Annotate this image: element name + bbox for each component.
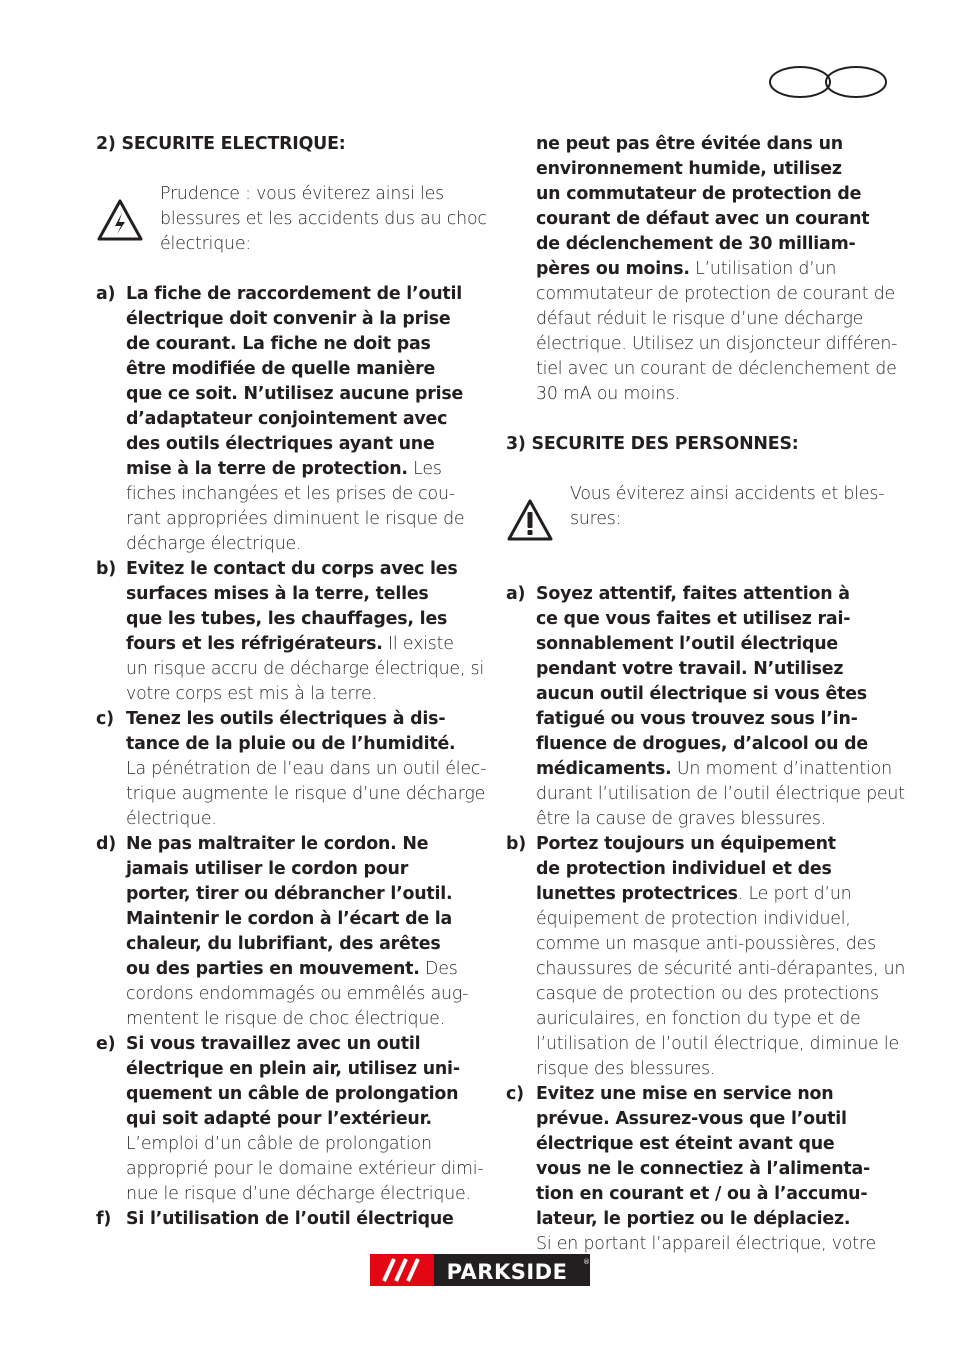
- warning-line: électrique:: [160, 234, 252, 254]
- bold-text: environnement humide, utilisez: [536, 159, 842, 179]
- rule-item: [96, 707, 487, 832]
- plain-text: votre corps est mis à la terre.: [126, 684, 377, 704]
- bold-text: de protection individuel et des: [536, 859, 832, 879]
- text-line: [126, 507, 482, 532]
- warning-line: sures:: [570, 509, 622, 529]
- bold-text: porter, tirer ou débrancher l’outil.: [126, 884, 453, 904]
- text-line: [536, 1032, 900, 1057]
- text-line: [126, 782, 486, 807]
- rule-item: [506, 582, 905, 832]
- plain-text: trique augmente le risque d’une décharge: [126, 784, 486, 804]
- bold-text: Soyez attentif, faites attention à: [536, 584, 850, 604]
- text-line: [506, 582, 892, 607]
- text-line: [536, 232, 892, 257]
- text-line: [96, 707, 482, 732]
- text-line: [96, 557, 482, 582]
- text-line: [126, 982, 482, 1007]
- bold-text: tance de la pluie ou de l’humidité.: [126, 734, 456, 754]
- warning-line: blessures et les accidents dus au choc: [160, 209, 487, 229]
- text-line: [126, 607, 482, 632]
- text-line: [536, 882, 892, 907]
- section-heading-personal: 3) SECURITE DES PERSONNES:: [506, 434, 799, 454]
- bold-text: courant de défaut avec un courant: [536, 209, 870, 229]
- bold-text: que les tubes, les chauffages, les: [126, 609, 448, 629]
- parkside-logo: [370, 1254, 590, 1286]
- rule-f-continuation: [506, 132, 898, 407]
- rule-item: [506, 832, 906, 1082]
- bold-text: électrique est éteint avant que: [536, 1134, 835, 1154]
- right-column: [506, 132, 906, 1257]
- text-line: [536, 382, 892, 407]
- text-line: [126, 382, 482, 407]
- bold-text: pendant votre travail. N’utilisez: [536, 659, 844, 679]
- rule-label: c): [506, 1084, 524, 1104]
- bold-text: de déclenchement de 30 milliam-: [536, 234, 856, 254]
- page-ovals: [768, 66, 892, 100]
- personal-warning-text: [570, 482, 892, 532]
- rule-item: [96, 1207, 482, 1232]
- plain-text: rant appropriées diminuent le risque de: [126, 509, 465, 529]
- bold-text: être modifiée de quelle manière: [126, 359, 436, 379]
- rule-item: [96, 282, 482, 557]
- text-line: [126, 932, 482, 957]
- plain-text: Un moment d’inattention: [671, 759, 892, 779]
- bold-text: lateur, le portiez ou le déplaciez.: [536, 1209, 851, 1229]
- electrical-warning: [96, 182, 487, 257]
- bold-text: sonnablement l’outil électrique: [536, 634, 838, 654]
- text-line: [536, 907, 892, 932]
- bold-text: fatigué ou vous trouvez sous l’in-: [536, 709, 858, 729]
- text-line: [506, 832, 892, 857]
- plain-text: tiel avec un courant de déclenchement de: [536, 359, 897, 379]
- bold-text: Evitez le contact du corps avec les: [126, 559, 458, 579]
- bold-text: Portez toujours un équipement: [536, 834, 836, 854]
- bold-text: fluence de drogues, d’alcool ou de: [536, 734, 868, 754]
- bold-text: des outils électriques ayant une: [126, 434, 435, 454]
- text-line: [126, 907, 482, 932]
- electrical-hazard-icon: [96, 198, 144, 242]
- plain-text: fiches inchangées et les prises de cou-: [126, 484, 455, 504]
- text-line: [536, 932, 892, 957]
- bold-text: médicaments.: [536, 759, 672, 779]
- plain-text: nue le risque d’une décharge électrique.: [126, 1184, 471, 1204]
- text-line: [536, 307, 892, 332]
- plain-text: un risque accru de décharge électrique, si: [126, 659, 485, 679]
- text-line: [536, 657, 892, 682]
- text-line: [96, 282, 482, 307]
- bold-text: Ne pas maltraiter le cordon. Ne: [126, 834, 429, 854]
- text-line: [126, 857, 482, 882]
- bold-text: aucun outil électrique si vous êtes: [536, 684, 867, 704]
- rule-item: [96, 832, 482, 1032]
- text-line: [126, 332, 482, 357]
- bold-text: chaleur, du lubrifiant, des arêtes: [126, 934, 441, 954]
- text-line: [536, 1057, 892, 1082]
- text-line: [536, 332, 898, 357]
- bold-text: quement un câble de prolongation: [126, 1084, 459, 1104]
- text-line: [126, 757, 487, 782]
- bold-text: Evitez une mise en service non: [536, 1084, 834, 1104]
- rule-item: [96, 1032, 482, 1207]
- text-line: [96, 1032, 482, 1057]
- bold-text: un commutateur de protection de: [536, 184, 862, 204]
- text-line: [126, 1132, 482, 1157]
- rule-label: a): [506, 584, 526, 604]
- registered-mark: ®: [583, 1258, 590, 1266]
- plain-text: Si en portant l’appareil électrique, votre: [536, 1234, 876, 1254]
- personal-warning: [506, 482, 892, 557]
- text-line: [536, 1157, 892, 1182]
- text-line: [126, 632, 482, 657]
- text-line: [506, 1082, 892, 1107]
- text-line: [126, 1182, 482, 1207]
- parkside-logo-text: PARKSIDE: [446, 1260, 568, 1284]
- warning-line: Vous éviterez ainsi accidents et bles-: [570, 484, 885, 504]
- text-line: [536, 782, 905, 807]
- bold-text: fours et les réfrigérateurs.: [126, 634, 383, 654]
- plain-text: Il existe: [382, 634, 454, 654]
- plain-text: décharge électrique.: [126, 534, 302, 554]
- plain-text: Des: [419, 959, 458, 979]
- bold-text: d’adaptateur conjointement avec: [126, 409, 448, 429]
- bold-text: ce que vous faites et utilisez rai-: [536, 609, 851, 629]
- text-line: [126, 807, 482, 832]
- plain-text: équipement de protection individuel,: [536, 909, 851, 929]
- text-line: [96, 1207, 482, 1232]
- bold-text: pères ou moins.: [536, 259, 690, 279]
- plain-text: L’emploi d’un câble de prolongation: [126, 1134, 432, 1154]
- bold-text: électrique en plein air, utilisez uni-: [126, 1059, 460, 1079]
- text-line: [126, 1082, 482, 1107]
- bold-text: Si vous travaillez avec un outil: [126, 1034, 421, 1054]
- plain-text: risque des blessures.: [536, 1059, 716, 1079]
- plain-text: Les: [407, 459, 442, 479]
- plain-text: électrique.: [126, 809, 217, 829]
- bold-text: mise à la terre de protection.: [126, 459, 408, 479]
- plain-text: chaussures de sécurité anti-dérapantes, un: [536, 959, 906, 979]
- text-line: [536, 357, 897, 382]
- rule-label: a): [96, 284, 116, 304]
- text-line: [536, 257, 892, 282]
- rule-item: [96, 557, 485, 707]
- rule-label: b): [96, 559, 116, 579]
- text-line: [126, 882, 482, 907]
- text-line: [536, 157, 892, 182]
- plain-text: L’utilisation d’un: [689, 259, 837, 279]
- electrical-rules-list: [96, 282, 487, 1232]
- text-line: [536, 957, 906, 982]
- text-line: [536, 207, 892, 232]
- text-line: [536, 182, 892, 207]
- text-line: [536, 1107, 892, 1132]
- plain-text: comme un masque anti-poussières, des: [536, 934, 876, 954]
- bold-text: La fiche de raccordement de l’outil: [126, 284, 463, 304]
- left-column: [96, 132, 487, 1232]
- bold-text: électrique doit convenir à la prise: [126, 309, 451, 329]
- text-line: [126, 957, 482, 982]
- text-line: [126, 1007, 482, 1032]
- rule-label: b): [506, 834, 526, 854]
- rule-item: [506, 1082, 892, 1257]
- bold-text: prévue. Assurez-vous que l’outil: [536, 1109, 847, 1129]
- rule-label: d): [96, 834, 116, 854]
- plain-text: approprié pour le domaine extérieur dimi-: [126, 1159, 484, 1179]
- plain-text: mentent le risque de choc électrique.: [126, 1009, 445, 1029]
- rule-label: e): [96, 1034, 116, 1054]
- text-line: [126, 1057, 482, 1082]
- text-line: [536, 682, 892, 707]
- bold-text: ou des parties en mouvement.: [126, 959, 420, 979]
- bold-text: lunettes protectrices: [536, 884, 738, 904]
- oval-right: [826, 67, 886, 97]
- plain-text: défaut réduit le risque d’une décharge: [536, 309, 864, 329]
- text-line: [126, 357, 482, 382]
- text-line: [536, 1132, 892, 1157]
- oval-left: [770, 67, 830, 97]
- plain-text: cordons endommagés ou emmêlés aug-: [126, 984, 469, 1004]
- plain-text: être la cause de graves blessures.: [536, 809, 827, 829]
- plain-text: casque de protection ou des protections: [536, 984, 879, 1004]
- text-line: [126, 657, 485, 682]
- text-line: [536, 1207, 892, 1232]
- plain-text: commutateur de protection de courant de: [536, 284, 896, 304]
- plain-text: auriculaires, en fonction du type et de: [536, 1009, 861, 1029]
- bold-text: Tenez les outils électriques à dis-: [126, 709, 446, 729]
- warning-exclamation-icon: [506, 498, 554, 542]
- text-line: [126, 682, 482, 707]
- text-line: [536, 1007, 892, 1032]
- rule-label: c): [96, 709, 114, 729]
- rule-label: f): [96, 1209, 112, 1229]
- bold-text: ne peut pas être évitée dans un: [536, 134, 843, 154]
- text-line: [126, 1107, 482, 1132]
- text-line: [536, 982, 892, 1007]
- text-line: [536, 282, 896, 307]
- bold-text: Si l’utilisation de l’outil électrique: [126, 1209, 454, 1229]
- text-line: [126, 407, 482, 432]
- text-line: [536, 807, 892, 832]
- text-line: [126, 457, 482, 482]
- text-line: [126, 482, 482, 507]
- bold-text: vous ne le connectiez à l’alimenta-: [536, 1159, 871, 1179]
- text-line: [536, 132, 892, 157]
- plain-text: l’utilisation de l’outil électrique, diminue le: [536, 1034, 900, 1054]
- plain-text: durant l’utilisation de l’outil électrique peut: [536, 784, 905, 804]
- text-line: [126, 432, 482, 457]
- bold-text: que ce soit. N’utilisez aucune prise: [126, 384, 464, 404]
- text-line: [536, 857, 892, 882]
- bold-text: de courant. La fiche ne doit pas: [126, 334, 431, 354]
- bold-text: qui soit adapté pour l’extérieur.: [126, 1109, 432, 1129]
- text-line: [536, 632, 892, 657]
- text-line: [536, 607, 892, 632]
- electrical-warning-text: [160, 182, 487, 257]
- text-line: [96, 832, 482, 857]
- text-line: [126, 1157, 482, 1182]
- text-line: [126, 532, 482, 557]
- personal-rules-list: [506, 582, 906, 1257]
- plain-text: La pénétration de l’eau dans un outil élec-: [126, 759, 487, 779]
- text-line: [126, 732, 482, 757]
- warning-line: Prudence : vous éviterez ainsi les: [160, 184, 445, 204]
- plain-text: électrique. Utilisez un disjoncteur différen-: [536, 334, 898, 354]
- plain-text: 30 mA ou moins.: [536, 384, 681, 404]
- section-heading-electrical: 2) SECURITE ELECTRIQUE:: [96, 134, 346, 154]
- plain-text: . Le port d’un: [737, 884, 852, 904]
- bold-text: Maintenir le cordon à l’écart de la: [126, 909, 453, 929]
- text-line: [536, 707, 892, 732]
- text-line: [126, 582, 482, 607]
- bold-text: jamais utiliser le cordon pour: [126, 859, 409, 879]
- text-line: [536, 1182, 892, 1207]
- bold-text: tion en courant et / ou à l’accumu-: [536, 1184, 868, 1204]
- bold-text: surfaces mises à la terre, telles: [126, 584, 429, 604]
- text-line: [536, 732, 892, 757]
- text-line: [126, 307, 482, 332]
- text-line: [536, 757, 892, 782]
